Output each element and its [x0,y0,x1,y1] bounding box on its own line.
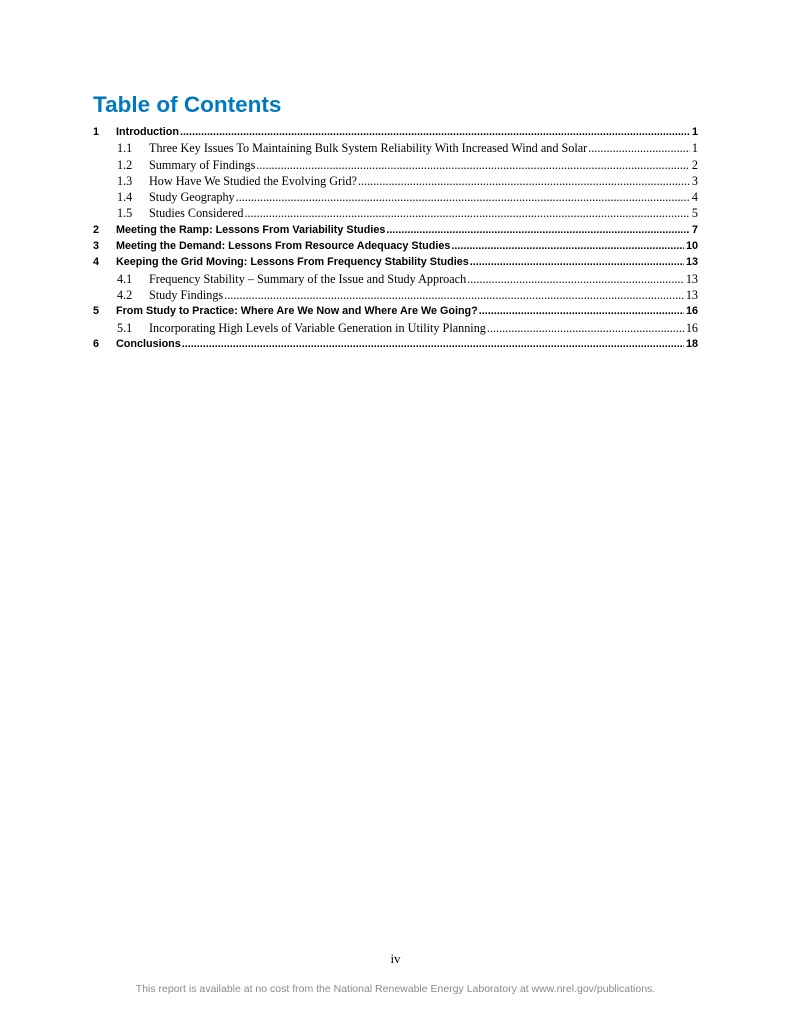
toc-entry[interactable] [93,287,698,303]
dot-leader [244,205,689,221]
toc-entry-title: Frequency Stability – Summary of the Issue and Study Approach [149,271,467,286]
report-footer: This report is available at no cost from the National Renewable Energy Laboratory at www.nrel.gov/publications. [135,983,656,995]
dot-leader [470,254,684,270]
toc-entry-title: Conclusions [116,337,181,350]
toc-entry-page: 18 [685,337,698,350]
dot-leader [224,287,684,303]
toc-entry-title: Study Findings [149,287,224,302]
toc-entry-title: Keeping the Grid Moving: Lessons From Frequency Stability Studies [116,256,469,269]
dot-leader [588,140,690,156]
toc-entry-number: 3 [93,240,100,253]
page-number: iv [390,951,401,966]
toc-entry[interactable] [93,336,698,352]
toc-entry-title: Incorporating High Levels of Variable Generation in Utility Planning [149,320,486,335]
toc-entry-page: 5 [691,206,698,221]
toc-entry[interactable] [93,189,698,205]
dot-leader [467,271,684,287]
toc-title: Table of Contents [93,92,282,117]
toc-entry-page: 13 [685,287,698,302]
toc-entry[interactable] [93,205,698,221]
toc-entry-title: How Have We Studied the Evolving Grid? [149,173,357,188]
toc-entry-number: 1 [93,126,100,138]
toc-entry-title: Introduction [116,126,179,138]
toc-entry-page: 7 [691,223,698,236]
toc-entry[interactable] [93,271,698,287]
dot-leader [256,157,690,173]
toc-entry-title: Summary of Findings [149,157,256,172]
toc-entry[interactable] [93,303,698,319]
toc-entry-page: 10 [685,240,698,253]
toc-entry-number: 1.4 [117,190,133,205]
toc-entry[interactable] [93,173,698,189]
dot-leader [487,320,684,336]
toc-entry-number: 1.3 [117,173,133,188]
toc-entry-title: Study Geography [149,190,235,205]
toc-entry-number: 1.2 [117,157,133,172]
dot-leader [358,173,690,189]
toc-entry[interactable] [93,320,698,336]
dot-leader [236,189,690,205]
toc-entry-page: 2 [691,157,698,172]
toc-entry[interactable] [93,124,698,140]
toc-entry-page: 13 [685,256,698,269]
toc-entry-number: 4.2 [117,287,133,302]
toc-entry-page: 1 [691,141,698,156]
toc-entry[interactable] [93,254,698,270]
dot-leader [386,222,690,238]
dot-leader [180,124,690,140]
toc-entry-number: 4.1 [117,271,133,286]
toc-entry-page: 3 [691,173,698,188]
toc-entry[interactable] [93,222,698,238]
toc-entry-number: 1.5 [117,206,133,221]
toc-entry-number: 2 [93,223,100,236]
toc-entry[interactable] [93,157,698,173]
toc-entry[interactable] [93,238,698,254]
toc-entry[interactable] [93,140,698,156]
toc-entry-number: 4 [93,256,100,269]
toc-entry-page: 16 [685,305,698,318]
toc-entry-title: Meeting the Demand: Lessons From Resource Adequacy Studies [116,240,451,253]
dot-leader [451,238,684,254]
dot-leader [479,303,684,319]
toc-entry-title: From Study to Practice: Where Are We Now and Where Are We Going? [116,305,478,318]
toc-entry-title: Meeting the Ramp: Lessons From Variability Studies [116,223,386,236]
toc-entry-page: 16 [685,320,698,335]
toc-entry-number: 1.1 [117,141,133,156]
toc-entry-title: Studies Considered [149,206,244,221]
toc-entry-title: Three Key Issues To Maintaining Bulk System Reliability With Increased Wind and Solar [149,141,588,156]
toc-entry-number: 5.1 [117,320,133,335]
toc-entry-number: 6 [93,337,100,350]
toc-list [93,124,698,352]
toc-entry-page: 4 [691,190,698,205]
toc-entry-page: 1 [691,126,698,138]
toc-entry-page: 13 [685,271,698,286]
toc-entry-number: 5 [93,305,100,318]
dot-leader [182,336,684,352]
